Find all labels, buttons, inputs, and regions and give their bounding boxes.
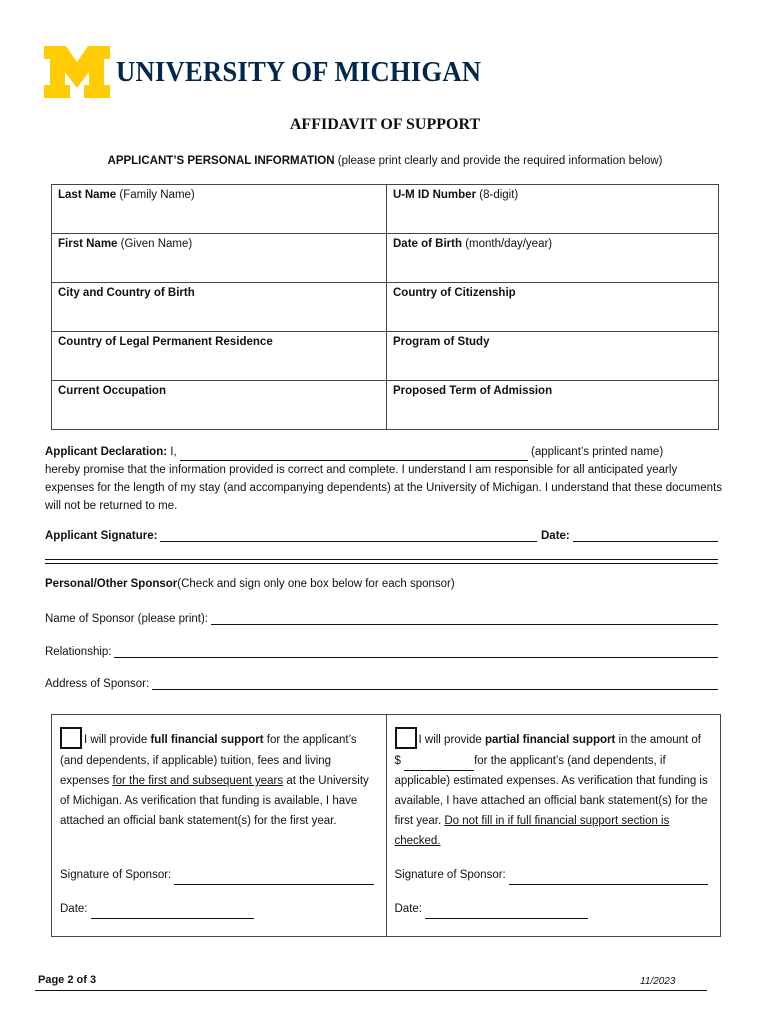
footer-divider bbox=[35, 990, 707, 991]
table-row bbox=[52, 332, 719, 381]
applicant-date-input[interactable] bbox=[573, 529, 718, 542]
full-support-option: I will provide full financial support for the applicant’s (and dependents, if applicable) tuition, fees and living expenses for the first and subsequent years at the University of Michigan. As verification that funding is available, I have attached an official bank statement(s) for the first year. Signature of Sponsor: Date: bbox=[52, 715, 386, 936]
university-logo bbox=[44, 44, 513, 100]
declaration-label: Applicant Declaration: bbox=[45, 446, 168, 458]
partial-amount-input[interactable] bbox=[404, 758, 474, 771]
term-of-admission-field[interactable]: Proposed Term of Admission bbox=[387, 381, 719, 430]
partial-sponsor-signature-input[interactable] bbox=[509, 872, 708, 885]
university-name: UNIVERSITY OF MICHIGAN bbox=[116, 55, 482, 88]
table-row bbox=[52, 283, 719, 332]
full-sponsor-date-row: Date: bbox=[60, 899, 254, 919]
table-row bbox=[52, 381, 719, 430]
relationship-input[interactable] bbox=[114, 645, 718, 658]
declaration-body: hereby promise that the information provided is correct and complete. I understand I am responsible for all anticipated yearly expenses for the length of my stay (and accompanying dependents) at the University of Michigan. I understand that these documents will not be returned to me. bbox=[45, 464, 722, 512]
partial-support-checkbox[interactable] bbox=[395, 727, 417, 749]
date-of-birth-field[interactable]: Date of Birth (month/day/year) bbox=[387, 234, 719, 283]
current-occupation-field[interactable]: Current Occupation bbox=[52, 381, 387, 430]
city-country-birth-field[interactable]: City and Country of Birth bbox=[52, 283, 387, 332]
sponsor-address-row: Address of Sponsor: bbox=[45, 677, 718, 690]
sponsor-name-row: Name of Sponsor (please print): bbox=[45, 612, 718, 625]
applicant-info-table bbox=[51, 184, 719, 430]
program-of-study-field[interactable]: Program of Study bbox=[387, 332, 719, 381]
sponsor-support-options bbox=[51, 714, 721, 937]
country-citizenship-field[interactable]: Country of Citizenship bbox=[387, 283, 719, 332]
applicant-declaration: Applicant Declaration: I, (applicant’s printed name) hereby promise that the information provided is correct and complete. I understand I am responsible for all anticipated yearly expenses for the length of my stay (and accompanying dependents) at the University of Michigan. I understand that these documents will not be returned to me. bbox=[45, 446, 722, 512]
applicant-date-row: Date: bbox=[541, 529, 718, 542]
page-number: Page 2 of 3 bbox=[38, 974, 97, 986]
applicant-printed-name-input[interactable] bbox=[180, 448, 528, 461]
full-sponsor-signature-row: Signature of Sponsor: bbox=[60, 865, 374, 885]
applicant-signature-row: Applicant Signature: bbox=[45, 529, 537, 542]
table-row bbox=[52, 185, 719, 234]
revision-date: 11/2023 bbox=[640, 976, 676, 987]
full-support-checkbox[interactable] bbox=[60, 727, 82, 749]
permanent-residence-field[interactable]: Country of Legal Permanent Residence bbox=[52, 332, 387, 381]
full-sponsor-date-input[interactable] bbox=[91, 906, 254, 919]
partial-sponsor-date-input[interactable] bbox=[425, 906, 588, 919]
sponsor-address-input[interactable] bbox=[152, 677, 718, 690]
section-divider bbox=[45, 559, 718, 564]
personal-info-heading-note: (please print clearly and provide the required information below) bbox=[334, 155, 663, 167]
first-name-field[interactable]: First Name (Given Name) bbox=[52, 234, 387, 283]
um-id-field[interactable]: U-M ID Number (8-digit) bbox=[387, 185, 719, 234]
page-title: AFFIDAVIT OF SUPPORT bbox=[289, 116, 481, 133]
relationship-row: Relationship: bbox=[45, 645, 718, 658]
sponsor-name-input[interactable] bbox=[211, 612, 718, 625]
partial-sponsor-date-row: Date: bbox=[395, 899, 589, 919]
applicant-signature-input[interactable] bbox=[160, 529, 537, 542]
partial-support-option: I will provide partial financial support in the amount of $ for the applicant’s (and dependents, if applicable) estimated expenses. As verification that funding is available, I have attached an official bank statement(s) for the first year. Do not fill in if full financial support section is checked. Signature of Sponsor: Date: bbox=[386, 715, 721, 936]
sponsor-heading: Personal/Other Sponsor (Check and sign only one box below for each sponsor) bbox=[45, 578, 455, 590]
personal-info-heading-bold: APPLICANT’S PERSONAL INFORMATION bbox=[107, 155, 335, 167]
block-m-logo-icon bbox=[44, 46, 110, 98]
table-row bbox=[52, 234, 719, 283]
full-sponsor-signature-input[interactable] bbox=[174, 872, 373, 885]
last-name-field[interactable]: Last Name (Family Name) bbox=[52, 185, 387, 234]
partial-sponsor-signature-row: Signature of Sponsor: bbox=[395, 865, 709, 885]
personal-info-heading bbox=[0, 155, 770, 167]
